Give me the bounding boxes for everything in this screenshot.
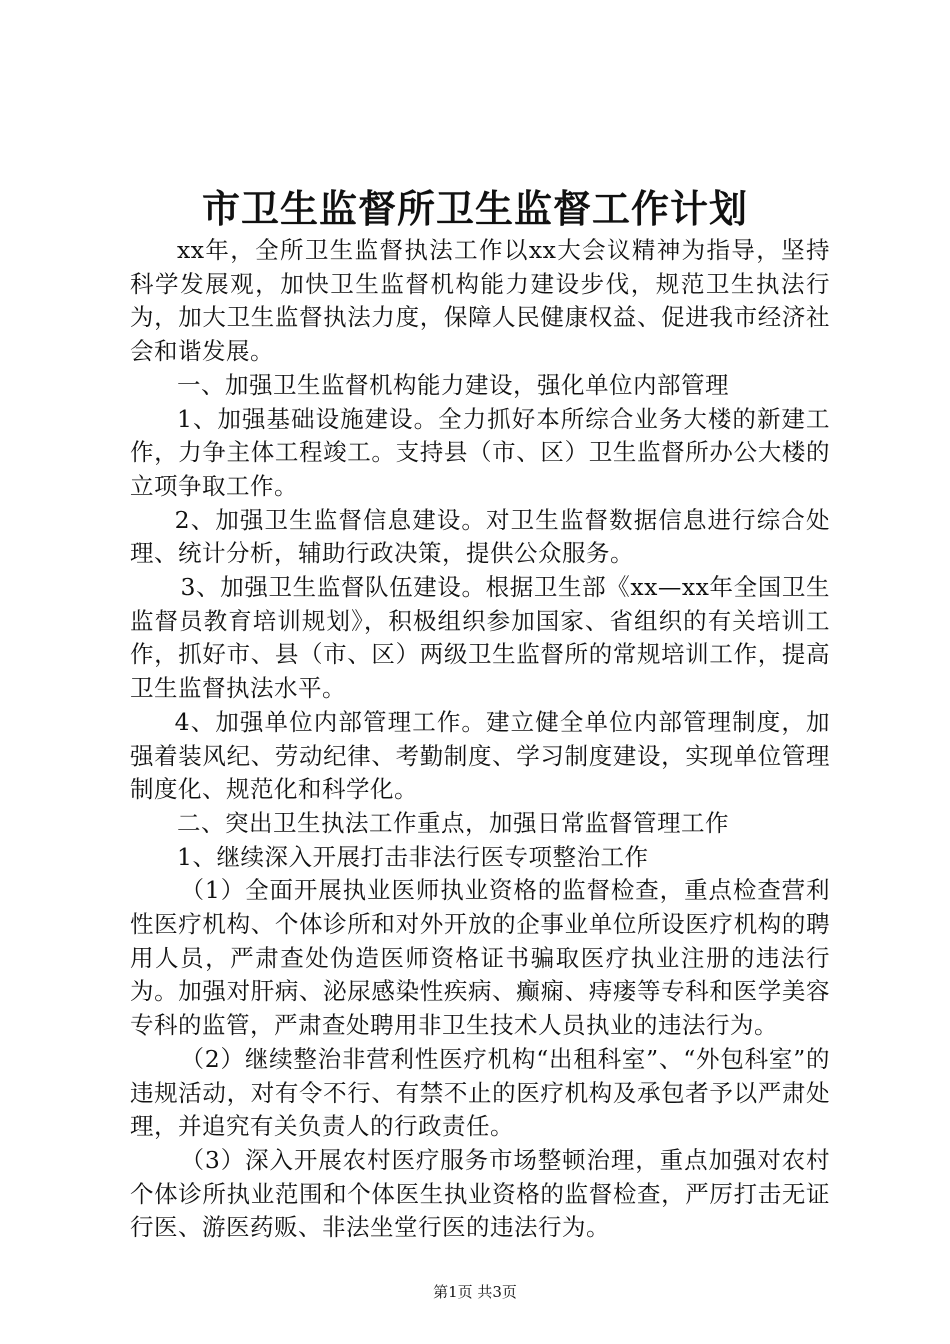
item-information: 2、加强卫生监督信息建设。对卫生监督数据信息进行综合处理、统计分析，辅助行政决策，提供公众服务。	[130, 505, 830, 568]
sub-item-3: （3）深入开展农村医疗服务市场整顿治理，重点加强对农村个体诊所执业范围和个体医生执业资格的监督检查，严厉打击无证行医、游医药贩、非法坐堂行医的违法行为。	[130, 1145, 830, 1242]
document-body	[130, 234, 830, 1245]
page-footer: 第1页 共3页	[433, 1283, 517, 1301]
item-infrastructure: 1、加强基础设施建设。全力抓好本所综合业务大楼的新建工作，力争主体工程竣工。支持县（市、区）卫生监督所办公大楼的立项争取工作。	[130, 404, 830, 500]
sub-item-1: （1）全面开展执业医师执业资格的监督检查，重点检查营利性医疗机构、个体诊所和对外开放的企事业单位所设医疗机构的聘用人员，严肃查处伪造医师资格证书骗取医疗执业注册的违法行为。加强对肝病、泌尿感染性疾病、癫痫、痔瘘等专科和医学美容专科的监管，严肃查处聘用非卫生技术人员执业的违法行为。	[130, 876, 830, 1040]
item-illegal-practice: 1、继续深入开展打击非法行医专项整治工作	[177, 842, 649, 871]
item-internal-management: 4、加强单位内部管理工作。建立健全单位内部管理制度，加强着装风纪、劳动纪律、考勤制度、学习制度建设，实现单位管理制度化、规范化和科学化。	[130, 707, 830, 804]
intro-paragraph: xx年，全所卫生监督执法工作以xx大会议精神为指导，坚持科学发展观，加快卫生监督机构能力建设步伐，规范卫生执法行为，加大卫生监督执法力度，保障人民健康权益、促进我市经济社会和谐发展。	[130, 236, 830, 366]
sub-item-2: （2）继续整治非营利性医疗机构“出租科室”、“外包科室”的违规活动，对有令不行、有禁不止的医疗机构及承包者予以严肃处理，并追究有关负责人的行政责任。	[130, 1044, 830, 1141]
section-heading-2: 二、突出卫生执法工作重点，加强日常监督管理工作	[177, 808, 729, 837]
item-team-building: 3、加强卫生监督队伍建设。根据卫生部《xx—xx年全国卫生监督员教育培训规划》，积极组织参加国家、省组织的有关培训工作，抓好市、县（市、区）两级卫生监督所的常规培训工作，提高卫生监督执法水平。	[130, 573, 830, 703]
section-heading-1: 一、加强卫生监督机构能力建设，强化单位内部管理	[177, 370, 729, 399]
document-title: 市卫生监督所卫生监督工作计划	[201, 186, 748, 231]
